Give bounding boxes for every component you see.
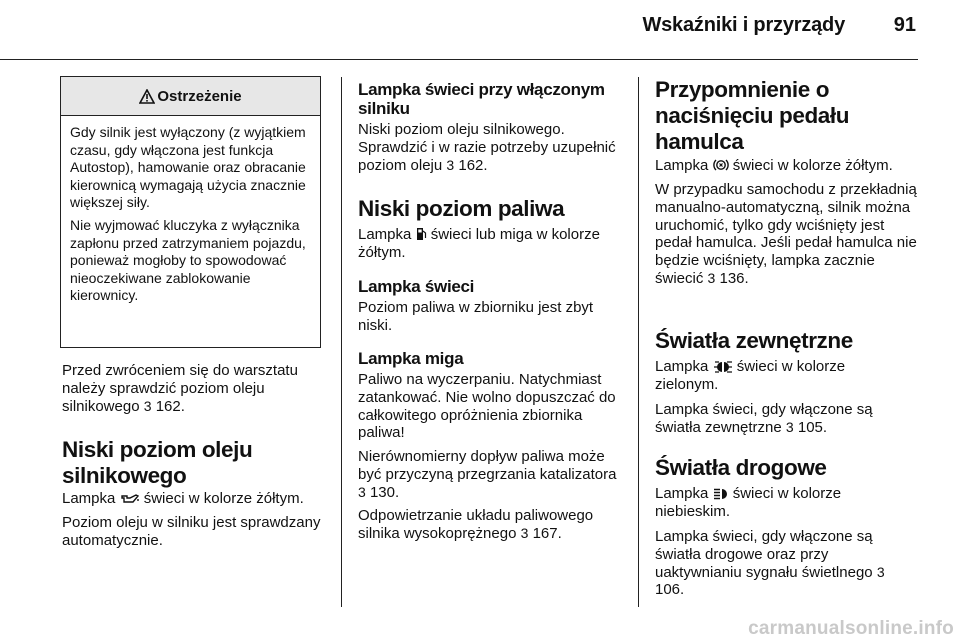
oil-can-icon [120, 493, 140, 505]
exterior-lights-icon [713, 361, 733, 373]
high-beam-icon [713, 488, 729, 500]
diesel-bleed-paragraph: Odpowietrzanie układu paliwowego silnika wysokoprężnego 3 167. [358, 507, 594, 542]
watermark-logo: carmanualsonline.info [748, 618, 954, 639]
warning-title: Ostrzeżenie [157, 87, 242, 105]
lamp-on-paragraph: Niski poziom oleju silnikowego. Sprawdzić i w razie potrzeby uzupełnić poziom oleju 3 162. [358, 121, 616, 174]
fuel-pump-icon [416, 227, 427, 241]
exterior-lamp-paragraph: Lampka świeci w kolorze zielonym. [655, 358, 846, 393]
warning-triangle-icon [139, 89, 155, 104]
warning-header [61, 77, 320, 116]
exterior-lights-paragraph: Lampka świeci, gdy włączone są światła zewnętrzne 3 105. [655, 401, 873, 436]
section-heading-high-beam: Światła drogowe [655, 455, 827, 480]
section-heading-lamp-on: Lampka świeci przy włączonym silniku [358, 80, 605, 118]
lamp-blink-paragraph: Paliwo na wyczerpaniu. Natychmiast zatankować. Nie wolno dopuszczać do całkowitego opróżnienia zbiornika paliwa! [358, 371, 616, 442]
fuel-supply-paragraph: Nierównomierny dopływ paliwa może być przyczyną przegrzania katalizatora 3 130. [358, 448, 617, 501]
reference-arrow-icon: 3 [143, 397, 152, 414]
section-heading-lamp-blink: Lampka miga [358, 349, 464, 368]
page-number: 91 [893, 14, 916, 36]
section-heading-exterior-lights: Światła zewnętrzne [655, 328, 853, 353]
section-heading-brake: Przypomnienie o naciśnięciu pedału hamulca [655, 77, 850, 154]
reference-arrow-icon: 3 [785, 418, 794, 435]
brake-reminder-paragraph: W przypadku samochodu z przekładnią manualno-automatyczną, silnik można uruchomić, tylko gdy wciśnięty jest pedał hamulca. Jeśli pedał hamulca nie będzie wciśnięty, lampka zacznie świecić 3 136. [655, 181, 917, 287]
brake-lamp-paragraph: Lampka świeci w kolorze żółtym. [655, 157, 893, 174]
reference-arrow-icon: 3 [446, 156, 455, 173]
column-divider [341, 77, 342, 607]
page-header-title: Wskaźniki i przyrządy [642, 14, 845, 36]
fuel-lamp-paragraph: Lampka świeci lub miga w kolorze żółtym. [358, 226, 600, 261]
lamp-lit-paragraph: Poziom paliwa w zbiorniku jest zbyt niski. [358, 299, 594, 334]
intro-paragraph: Przed zwróceniem się do warsztatu należy sprawdzić poziom oleju silnikowego 3 162. [62, 362, 298, 415]
warning-paragraph: Gdy silnik jest wyłączony (z wyjątkiem czasu, gdy włączona jest funkcja Autostop), hamowanie oraz obracanie kierownicą wymagają użycia znacznie większej siły. [70, 124, 306, 211]
section-heading-fuel: Niski poziom paliwa [358, 196, 565, 221]
section-heading-lamp-lit: Lampka świeci [358, 277, 475, 296]
high-beam-lamp-paragraph: Lampka świeci w kolorze niebieskim. [655, 485, 842, 520]
oil-lamp-paragraph: Lampka świeci w kolorze żółtym. [62, 490, 304, 507]
section-heading-oil: Niski poziom oleju silnikowego [62, 437, 253, 488]
reference-arrow-icon: 3 [876, 563, 885, 580]
warning-paragraph: Nie wyjmować kluczyka z wyłącznika zapłonu przed zatrzymaniem pojazdu, ponieważ mogłoby to spowodować nieoczekiwane zablokowanie kierownicy. [70, 216, 306, 304]
warning-box [60, 76, 321, 348]
oil-auto-paragraph: Poziom oleju w silniku jest sprawdzany automatycznie. [62, 514, 321, 549]
brake-pedal-icon [713, 158, 729, 172]
reference-arrow-icon: 3 [707, 269, 716, 286]
high-beam-paragraph: Lampka świeci, gdy włączone są światła drogowe oraz przy uaktywnianiu sygnału świetlnego 3 106. [655, 528, 885, 599]
header-rule [0, 59, 918, 60]
reference-arrow-icon: 3 [358, 483, 366, 500]
reference-arrow-icon: 3 [520, 524, 529, 541]
column-divider [638, 77, 639, 607]
